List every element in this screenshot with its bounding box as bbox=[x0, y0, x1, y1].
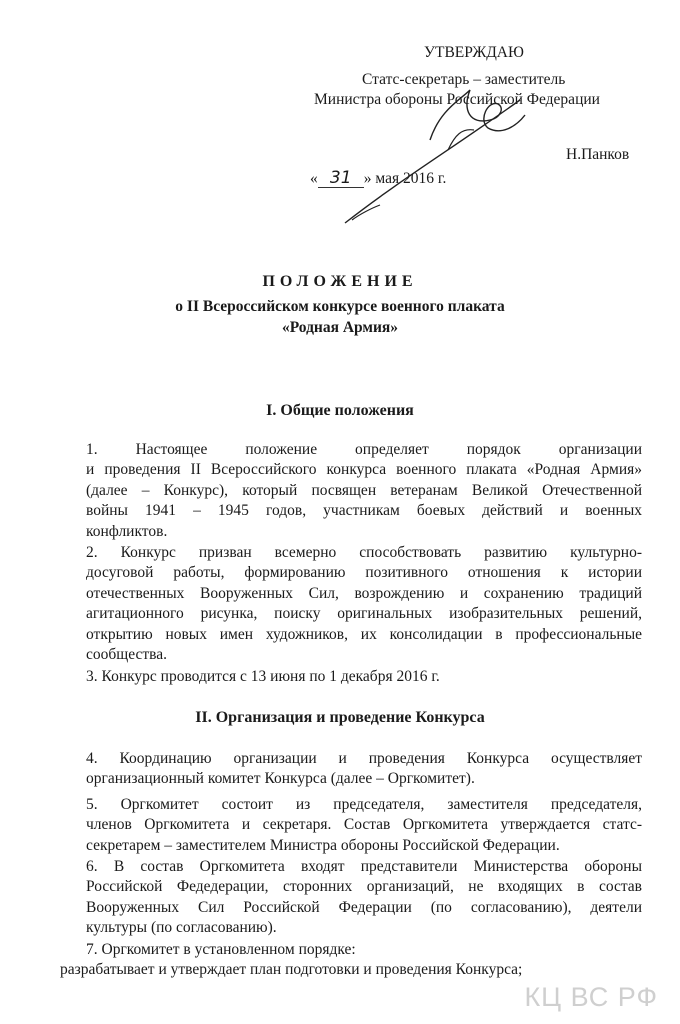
approval-position-line1: Статс-секретарь – заместитель bbox=[362, 71, 566, 88]
p5-line: 5. Оргкомитет состоит из председателя, заместителя председателя, bbox=[86, 796, 642, 813]
signature-scribble bbox=[0, 0, 680, 240]
watermark: КЦ ВС РФ bbox=[524, 982, 658, 1012]
paragraph-3 bbox=[86, 667, 642, 687]
p4-line: 4. Координацию организации и проведения Конкурса осуществляет bbox=[86, 750, 642, 767]
p2-line: отечественных Вооруженных Сил, возрождению и сохранению традиций bbox=[86, 584, 642, 602]
p6-line: Вооруженных Сил Российской Федерации (по согласованию), деятели bbox=[86, 898, 642, 916]
date-open-quote: « bbox=[310, 170, 318, 187]
p5-line: секретарем – заместителем Министра обороны Российской Федерации. bbox=[86, 836, 560, 854]
p1-line: (далее – Конкурс), который посвящен ветеранам Великой Отечественной bbox=[86, 481, 642, 499]
p5-line: членов Оргкомитета и секретаря. Состав Оргкомитета утверждается статс- bbox=[86, 816, 642, 834]
p2-line: досуговой работы, формированию позитивного отношения к истории bbox=[86, 564, 642, 582]
section-1-heading: I. Общие положения bbox=[266, 402, 414, 419]
document-title: ПОЛОЖЕНИЕ bbox=[262, 273, 418, 290]
p1-line: и проведения II Всероссийского конкурса военного плаката «Родная Армия» bbox=[86, 461, 642, 479]
paragraph-1 bbox=[86, 440, 642, 542]
p7-line: 7. Оргкомитет в установленном порядке: bbox=[86, 941, 356, 958]
paragraph-7 bbox=[60, 940, 642, 981]
p6-line: Российской Федедерации, сторонних организаций, не входящих в состав bbox=[86, 878, 642, 896]
p3-line: 3. Конкурс проводится с 13 июня по 1 декабря 2016 г. bbox=[86, 668, 440, 685]
p7-item-line: разрабатывает и утверждает план подготовки и проведения Конкурса; bbox=[60, 961, 523, 979]
approval-heading: УТВЕРЖДАЮ bbox=[424, 44, 524, 61]
p1-line: 1. Настоящее положение определяет порядок организации bbox=[86, 441, 642, 458]
approval-position-line2: Министра обороны Российской Федерации bbox=[314, 91, 600, 108]
paragraph-2 bbox=[86, 543, 642, 665]
p6-line: культуры (по согласованию). bbox=[86, 919, 277, 937]
approval-signer: Н.Панков bbox=[566, 146, 630, 163]
p2-line: сообщества. bbox=[86, 645, 167, 663]
p1-line: конфликтов. bbox=[86, 522, 168, 540]
document-subtitle-line1: о II Всероссийском конкурсе военного плаката bbox=[175, 298, 505, 315]
p4-line: организационный комитет Конкурса (далее – Оргкомитет). bbox=[86, 770, 475, 788]
p6-line: 6. В состав Оргкомитета входят представители Министерства обороны bbox=[86, 858, 642, 875]
p2-line: открытию новых имен художников, их консолидации в профессиональные bbox=[86, 625, 642, 643]
p2-line: 2. Конкурс призван всемерно способствовать развитию культурно- bbox=[86, 544, 642, 561]
p2-line: агитационного рисунка, поиску оригинальных изобразительных решений, bbox=[86, 605, 642, 623]
paragraph-5 bbox=[86, 795, 642, 856]
paragraph-4 bbox=[86, 749, 642, 790]
document-subtitle-line2: «Родная Армия» bbox=[281, 319, 399, 336]
paragraph-6 bbox=[86, 857, 642, 939]
section-2-heading: II. Организация и проведение Конкурса bbox=[195, 709, 485, 726]
date-day: 31 bbox=[318, 169, 364, 188]
p1-line: войны 1941 – 1945 годов, участникам боевых действий и военных bbox=[86, 502, 642, 520]
date-rest: » мая 2016 г. bbox=[363, 170, 447, 187]
